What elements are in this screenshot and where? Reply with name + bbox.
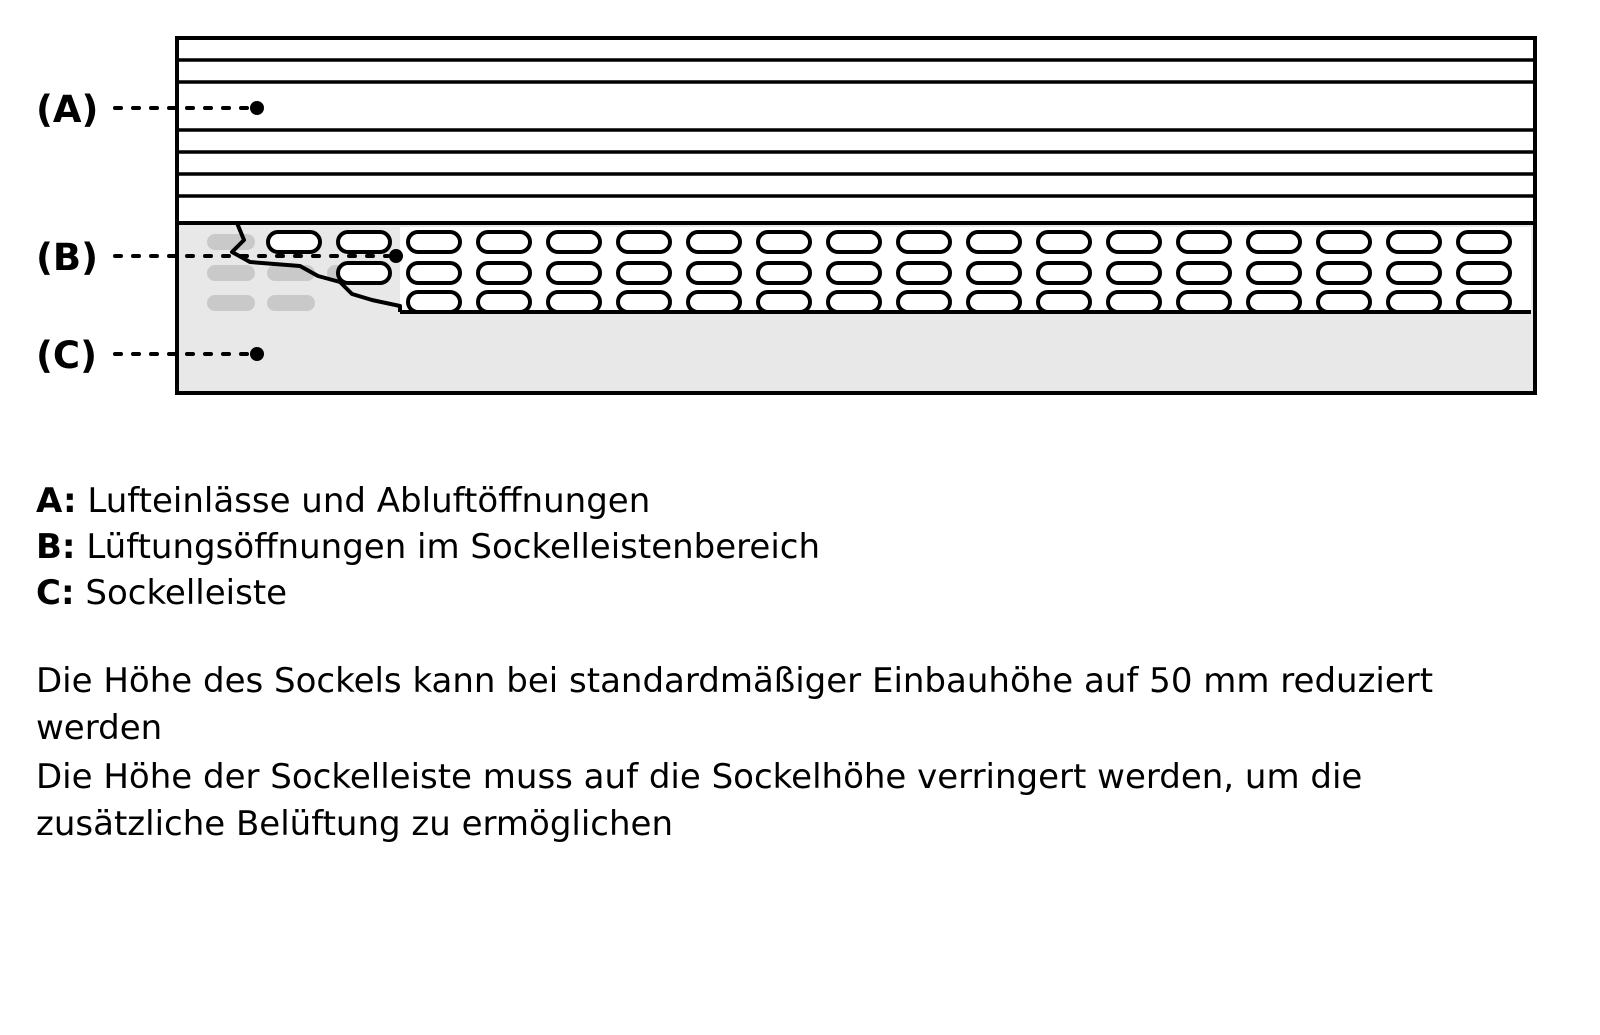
appliance-ventilation-diagram <box>0 0 1600 430</box>
note-paragraph-1: Die Höhe des Sockels kann bei standardmäßiger Einbauhöhe auf 50 mm reduziert werden <box>36 661 1434 748</box>
leader-dot-c <box>250 347 264 361</box>
legend-item-c <box>36 570 1536 616</box>
notes-block <box>36 658 1526 848</box>
legend-text-b: Lüftungsöffnungen im Sockelleistenbereich <box>86 527 821 567</box>
callout-label-c: (C) <box>36 334 97 377</box>
leader-dot-a <box>250 101 264 115</box>
plinth-group <box>177 223 1535 393</box>
leader-dot-b <box>389 249 403 263</box>
legend-key-b: B: <box>36 527 76 567</box>
legend-text-c: Sockelleiste <box>85 573 288 613</box>
diagram-svg <box>0 0 1600 430</box>
callout-label-a: (A) <box>36 88 99 131</box>
legend-item-a <box>36 478 1536 524</box>
note-paragraph-2: Die Höhe der Sockelleiste muss auf die Sockelhöhe verringert werden, um die zusätzliche Belüftung zu ermöglichen <box>36 757 1363 844</box>
legend-text-a: Lufteinlässe und Abluftöffnungen <box>87 481 651 521</box>
callout-label-b: (B) <box>36 236 99 279</box>
legend-item-b <box>36 524 1536 570</box>
legend-key-a: A: <box>36 481 77 521</box>
legend-key-c: C: <box>36 573 75 613</box>
legend-list <box>36 478 1536 616</box>
upper-panel-group <box>177 38 1535 223</box>
